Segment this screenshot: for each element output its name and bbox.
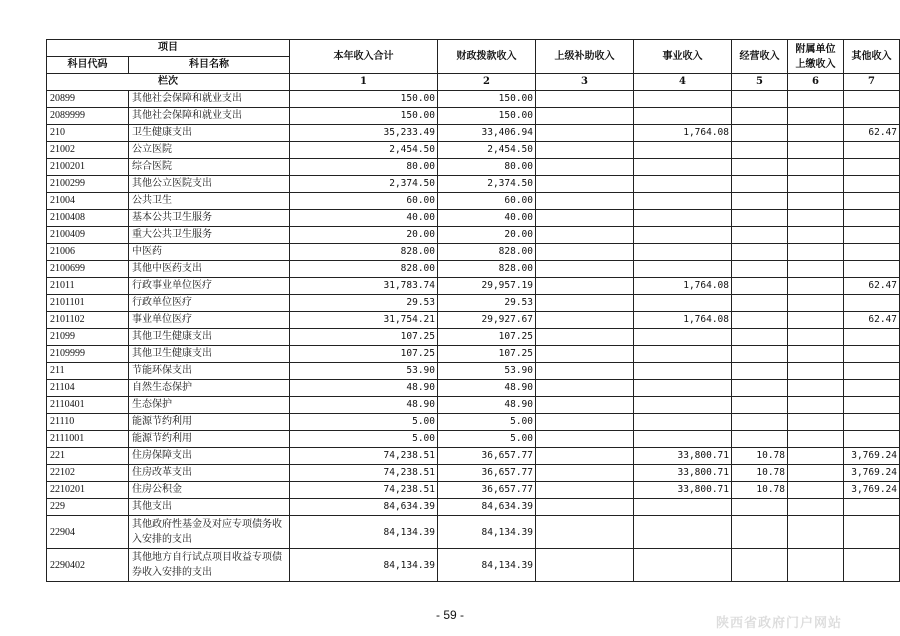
cell-affiliated xyxy=(788,244,844,261)
cell-career: 33,800.71 xyxy=(634,482,732,499)
cell-other xyxy=(844,176,900,193)
cell-total: 5.00 xyxy=(290,414,438,431)
cell-affiliated xyxy=(788,108,844,125)
cell-code: 2210201 xyxy=(47,482,129,499)
cell-other xyxy=(844,499,900,516)
header-name: 科目名称 xyxy=(129,57,290,74)
cell-total: 107.25 xyxy=(290,329,438,346)
cell-code: 2101101 xyxy=(47,295,129,312)
cell-total: 84,134.39 xyxy=(290,516,438,549)
header-row-1 xyxy=(47,40,900,57)
cell-affiliated xyxy=(788,448,844,465)
table-row xyxy=(47,363,900,380)
cell-fiscal: 2,374.50 xyxy=(438,176,536,193)
cell-affiliated xyxy=(788,227,844,244)
cell-name: 其他社会保障和就业支出 xyxy=(129,91,290,108)
cell-name: 其他地方自行试点项目收益专项债券收入安排的支出 xyxy=(129,549,290,582)
table-row xyxy=(47,346,900,363)
cell-total: 828.00 xyxy=(290,261,438,278)
table-row xyxy=(47,549,900,582)
cell-career xyxy=(634,346,732,363)
cell-name: 综合医院 xyxy=(129,159,290,176)
cell-other xyxy=(844,295,900,312)
cell-affiliated xyxy=(788,91,844,108)
cell-superior xyxy=(536,465,634,482)
table-body xyxy=(47,91,900,582)
cell-code: 21099 xyxy=(47,329,129,346)
cell-total: 2,454.50 xyxy=(290,142,438,159)
table-row xyxy=(47,516,900,549)
cell-name: 能源节约利用 xyxy=(129,414,290,431)
cell-total: 31,754.21 xyxy=(290,312,438,329)
lan-6: 6 xyxy=(788,74,844,91)
cell-name: 其他政府性基金及对应专项债务收入安排的支出 xyxy=(129,516,290,549)
cell-fiscal: 33,406.94 xyxy=(438,125,536,142)
cell-name: 其他公立医院支出 xyxy=(129,176,290,193)
cell-other xyxy=(844,431,900,448)
cell-fiscal: 20.00 xyxy=(438,227,536,244)
cell-fiscal: 60.00 xyxy=(438,193,536,210)
cell-other xyxy=(844,193,900,210)
cell-other: 3,769.24 xyxy=(844,465,900,482)
cell-operating: 10.78 xyxy=(732,448,788,465)
cell-other xyxy=(844,549,900,582)
cell-affiliated xyxy=(788,142,844,159)
cell-operating xyxy=(732,499,788,516)
cell-code: 221 xyxy=(47,448,129,465)
cell-career xyxy=(634,108,732,125)
cell-operating xyxy=(732,397,788,414)
cell-career xyxy=(634,142,732,159)
cell-career xyxy=(634,159,732,176)
cell-superior xyxy=(536,125,634,142)
table-row xyxy=(47,329,900,346)
table-row xyxy=(47,278,900,295)
cell-affiliated xyxy=(788,329,844,346)
cell-fiscal: 84,134.39 xyxy=(438,516,536,549)
cell-career xyxy=(634,499,732,516)
cell-superior xyxy=(536,142,634,159)
cell-superior xyxy=(536,397,634,414)
cell-operating xyxy=(732,295,788,312)
cell-career xyxy=(634,431,732,448)
cell-fiscal: 29,957.19 xyxy=(438,278,536,295)
cell-operating xyxy=(732,244,788,261)
lan-1: 1 xyxy=(290,74,438,91)
cell-total: 60.00 xyxy=(290,193,438,210)
cell-total: 84,134.39 xyxy=(290,549,438,582)
lan-4: 4 xyxy=(634,74,732,91)
table-row xyxy=(47,91,900,108)
cell-name: 能源节约利用 xyxy=(129,431,290,448)
cell-superior xyxy=(536,108,634,125)
cell-operating xyxy=(732,414,788,431)
cell-career xyxy=(634,91,732,108)
cell-code: 2089999 xyxy=(47,108,129,125)
cell-code: 2109999 xyxy=(47,346,129,363)
cell-affiliated xyxy=(788,465,844,482)
cell-code: 2290402 xyxy=(47,549,129,582)
header-code: 科目代码 xyxy=(47,57,129,74)
cell-career: 1,764.08 xyxy=(634,312,732,329)
header-superior: 上级补助收入 xyxy=(536,40,634,74)
table-row xyxy=(47,448,900,465)
cell-total: 29.53 xyxy=(290,295,438,312)
cell-superior xyxy=(536,363,634,380)
cell-fiscal: 53.90 xyxy=(438,363,536,380)
cell-superior xyxy=(536,295,634,312)
cell-affiliated xyxy=(788,176,844,193)
cell-fiscal: 150.00 xyxy=(438,91,536,108)
cell-superior xyxy=(536,414,634,431)
cell-name: 自然生态保护 xyxy=(129,380,290,397)
cell-name: 其他社会保障和就业支出 xyxy=(129,108,290,125)
cell-operating: 10.78 xyxy=(732,482,788,499)
cell-code: 21002 xyxy=(47,142,129,159)
cell-superior xyxy=(536,176,634,193)
cell-superior xyxy=(536,312,634,329)
table-row xyxy=(47,482,900,499)
cell-name: 重大公共卫生服务 xyxy=(129,227,290,244)
cell-superior xyxy=(536,210,634,227)
cell-name: 中医药 xyxy=(129,244,290,261)
cell-operating xyxy=(732,142,788,159)
cell-other xyxy=(844,516,900,549)
cell-name: 公共卫生 xyxy=(129,193,290,210)
cell-career xyxy=(634,261,732,278)
cell-affiliated xyxy=(788,499,844,516)
cell-total: 74,238.51 xyxy=(290,448,438,465)
cell-operating xyxy=(732,176,788,193)
cell-fiscal: 36,657.77 xyxy=(438,482,536,499)
cell-career xyxy=(634,380,732,397)
cell-code: 20899 xyxy=(47,91,129,108)
cell-fiscal: 2,454.50 xyxy=(438,142,536,159)
cell-name: 住房改革支出 xyxy=(129,465,290,482)
cell-name: 其他卫生健康支出 xyxy=(129,329,290,346)
cell-other xyxy=(844,91,900,108)
cell-career: 33,800.71 xyxy=(634,448,732,465)
cell-career: 33,800.71 xyxy=(634,465,732,482)
cell-name: 事业单位医疗 xyxy=(129,312,290,329)
cell-code: 2100409 xyxy=(47,227,129,244)
cell-name: 其他卫生健康支出 xyxy=(129,346,290,363)
cell-affiliated xyxy=(788,363,844,380)
cell-career xyxy=(634,176,732,193)
cell-other: 62.47 xyxy=(844,312,900,329)
cell-other xyxy=(844,414,900,431)
cell-other xyxy=(844,380,900,397)
cell-superior xyxy=(536,261,634,278)
cell-fiscal: 107.25 xyxy=(438,346,536,363)
table-row xyxy=(47,210,900,227)
cell-other xyxy=(844,329,900,346)
table-row xyxy=(47,397,900,414)
cell-operating xyxy=(732,312,788,329)
cell-career xyxy=(634,227,732,244)
lan-7: 7 xyxy=(844,74,900,91)
cell-career xyxy=(634,363,732,380)
cell-career xyxy=(634,210,732,227)
cell-operating xyxy=(732,278,788,295)
cell-affiliated xyxy=(788,482,844,499)
cell-operating xyxy=(732,261,788,278)
cell-other xyxy=(844,142,900,159)
cell-total: 48.90 xyxy=(290,380,438,397)
cell-superior xyxy=(536,227,634,244)
cell-code: 2100201 xyxy=(47,159,129,176)
cell-superior xyxy=(536,448,634,465)
cell-name: 卫生健康支出 xyxy=(129,125,290,142)
cell-operating xyxy=(732,363,788,380)
cell-code: 211 xyxy=(47,363,129,380)
cell-fiscal: 29.53 xyxy=(438,295,536,312)
cell-total: 74,238.51 xyxy=(290,482,438,499)
cell-career xyxy=(634,244,732,261)
cell-fiscal: 29,927.67 xyxy=(438,312,536,329)
cell-affiliated xyxy=(788,380,844,397)
cell-operating xyxy=(732,549,788,582)
cell-other: 62.47 xyxy=(844,278,900,295)
cell-career xyxy=(634,549,732,582)
cell-operating xyxy=(732,329,788,346)
cell-affiliated xyxy=(788,414,844,431)
table-row xyxy=(47,295,900,312)
cell-affiliated xyxy=(788,159,844,176)
cell-superior xyxy=(536,499,634,516)
column-number-row xyxy=(47,74,900,91)
cell-name: 节能环保支出 xyxy=(129,363,290,380)
lan-3: 3 xyxy=(536,74,634,91)
cell-other xyxy=(844,261,900,278)
cell-fiscal: 36,657.77 xyxy=(438,465,536,482)
cell-operating xyxy=(732,210,788,227)
cell-other xyxy=(844,108,900,125)
cell-other xyxy=(844,363,900,380)
cell-operating xyxy=(732,125,788,142)
header-fiscal: 财政拨款收入 xyxy=(438,40,536,74)
cell-name: 其他中医药支出 xyxy=(129,261,290,278)
cell-total: 35,233.49 xyxy=(290,125,438,142)
cell-career xyxy=(634,516,732,549)
cell-career xyxy=(634,193,732,210)
cell-fiscal: 107.25 xyxy=(438,329,536,346)
cell-fiscal: 828.00 xyxy=(438,261,536,278)
site-watermark: 陕西省政府门户网站 xyxy=(716,616,843,631)
cell-total: 53.90 xyxy=(290,363,438,380)
cell-other xyxy=(844,346,900,363)
header-career: 事业收入 xyxy=(634,40,732,74)
cell-name: 其他支出 xyxy=(129,499,290,516)
cell-career xyxy=(634,329,732,346)
cell-affiliated xyxy=(788,193,844,210)
cell-operating xyxy=(732,193,788,210)
cell-operating xyxy=(732,91,788,108)
cell-fiscal: 828.00 xyxy=(438,244,536,261)
cell-operating xyxy=(732,380,788,397)
cell-name: 基本公共卫生服务 xyxy=(129,210,290,227)
cell-code: 22102 xyxy=(47,465,129,482)
cell-operating xyxy=(732,108,788,125)
cell-other: 3,769.24 xyxy=(844,448,900,465)
cell-name: 生态保护 xyxy=(129,397,290,414)
cell-code: 21006 xyxy=(47,244,129,261)
header-item: 项目 xyxy=(47,40,290,57)
table-row xyxy=(47,227,900,244)
cell-operating xyxy=(732,346,788,363)
table-row xyxy=(47,414,900,431)
cell-other xyxy=(844,244,900,261)
cell-fiscal: 150.00 xyxy=(438,108,536,125)
cell-superior xyxy=(536,380,634,397)
cell-code: 2100299 xyxy=(47,176,129,193)
table-row xyxy=(47,499,900,516)
table-row xyxy=(47,159,900,176)
header-affiliated: 附属单位上缴收入 xyxy=(788,40,844,74)
table-row xyxy=(47,431,900,448)
cell-fiscal: 80.00 xyxy=(438,159,536,176)
header-other: 其他收入 xyxy=(844,40,900,74)
cell-fiscal: 84,134.39 xyxy=(438,549,536,582)
cell-operating xyxy=(732,159,788,176)
cell-total: 5.00 xyxy=(290,431,438,448)
cell-code: 2101102 xyxy=(47,312,129,329)
cell-career: 1,764.08 xyxy=(634,125,732,142)
table-row xyxy=(47,108,900,125)
table-row xyxy=(47,380,900,397)
cell-total: 107.25 xyxy=(290,346,438,363)
cell-superior xyxy=(536,482,634,499)
cell-career xyxy=(634,397,732,414)
table-row xyxy=(47,125,900,142)
cell-superior xyxy=(536,346,634,363)
cell-code: 2110401 xyxy=(47,397,129,414)
cell-career xyxy=(634,414,732,431)
table-row xyxy=(47,142,900,159)
cell-affiliated xyxy=(788,549,844,582)
cell-name: 住房公积金 xyxy=(129,482,290,499)
cell-code: 2100408 xyxy=(47,210,129,227)
table-row xyxy=(47,261,900,278)
cell-total: 150.00 xyxy=(290,108,438,125)
cell-name: 行政单位医疗 xyxy=(129,295,290,312)
cell-code: 210 xyxy=(47,125,129,142)
budget-table xyxy=(46,39,900,582)
table-row xyxy=(47,193,900,210)
cell-other: 62.47 xyxy=(844,125,900,142)
lan-label: 栏次 xyxy=(47,74,290,91)
cell-superior xyxy=(536,516,634,549)
cell-career xyxy=(634,295,732,312)
table-row xyxy=(47,465,900,482)
header-operating: 经营收入 xyxy=(732,40,788,74)
cell-fiscal: 84,634.39 xyxy=(438,499,536,516)
cell-name: 住房保障支出 xyxy=(129,448,290,465)
cell-affiliated xyxy=(788,431,844,448)
cell-affiliated xyxy=(788,312,844,329)
cell-operating xyxy=(732,516,788,549)
cell-code: 21011 xyxy=(47,278,129,295)
cell-operating: 10.78 xyxy=(732,465,788,482)
table-row xyxy=(47,176,900,193)
cell-name: 行政事业单位医疗 xyxy=(129,278,290,295)
cell-fiscal: 40.00 xyxy=(438,210,536,227)
cell-superior xyxy=(536,91,634,108)
cell-superior xyxy=(536,549,634,582)
cell-superior xyxy=(536,159,634,176)
cell-other xyxy=(844,159,900,176)
cell-total: 40.00 xyxy=(290,210,438,227)
cell-operating xyxy=(732,431,788,448)
cell-fiscal: 48.90 xyxy=(438,380,536,397)
cell-total: 2,374.50 xyxy=(290,176,438,193)
cell-other xyxy=(844,227,900,244)
cell-superior xyxy=(536,193,634,210)
cell-code: 21104 xyxy=(47,380,129,397)
header-total: 本年收入合计 xyxy=(290,40,438,74)
cell-operating xyxy=(732,227,788,244)
cell-other xyxy=(844,210,900,227)
lan-2: 2 xyxy=(438,74,536,91)
cell-affiliated xyxy=(788,397,844,414)
cell-affiliated xyxy=(788,278,844,295)
page-number: - 59 - xyxy=(435,608,464,622)
cell-affiliated xyxy=(788,346,844,363)
cell-affiliated xyxy=(788,516,844,549)
cell-superior xyxy=(536,431,634,448)
cell-name: 公立医院 xyxy=(129,142,290,159)
cell-career: 1,764.08 xyxy=(634,278,732,295)
cell-code: 2100699 xyxy=(47,261,129,278)
cell-total: 48.90 xyxy=(290,397,438,414)
cell-fiscal: 36,657.77 xyxy=(438,448,536,465)
cell-code: 21004 xyxy=(47,193,129,210)
cell-affiliated xyxy=(788,210,844,227)
cell-fiscal: 5.00 xyxy=(438,431,536,448)
cell-total: 828.00 xyxy=(290,244,438,261)
cell-total: 150.00 xyxy=(290,91,438,108)
cell-total: 74,238.51 xyxy=(290,465,438,482)
cell-code: 22904 xyxy=(47,516,129,549)
cell-code: 229 xyxy=(47,499,129,516)
cell-superior xyxy=(536,278,634,295)
cell-fiscal: 48.90 xyxy=(438,397,536,414)
cell-code: 2111001 xyxy=(47,431,129,448)
cell-affiliated xyxy=(788,295,844,312)
cell-total: 80.00 xyxy=(290,159,438,176)
cell-other: 3,769.24 xyxy=(844,482,900,499)
cell-total: 31,783.74 xyxy=(290,278,438,295)
table-row xyxy=(47,244,900,261)
cell-affiliated xyxy=(788,125,844,142)
cell-fiscal: 5.00 xyxy=(438,414,536,431)
cell-total: 20.00 xyxy=(290,227,438,244)
cell-superior xyxy=(536,329,634,346)
cell-superior xyxy=(536,244,634,261)
lan-5: 5 xyxy=(732,74,788,91)
cell-total: 84,634.39 xyxy=(290,499,438,516)
cell-affiliated xyxy=(788,261,844,278)
table-row xyxy=(47,312,900,329)
cell-code: 21110 xyxy=(47,414,129,431)
cell-other xyxy=(844,397,900,414)
